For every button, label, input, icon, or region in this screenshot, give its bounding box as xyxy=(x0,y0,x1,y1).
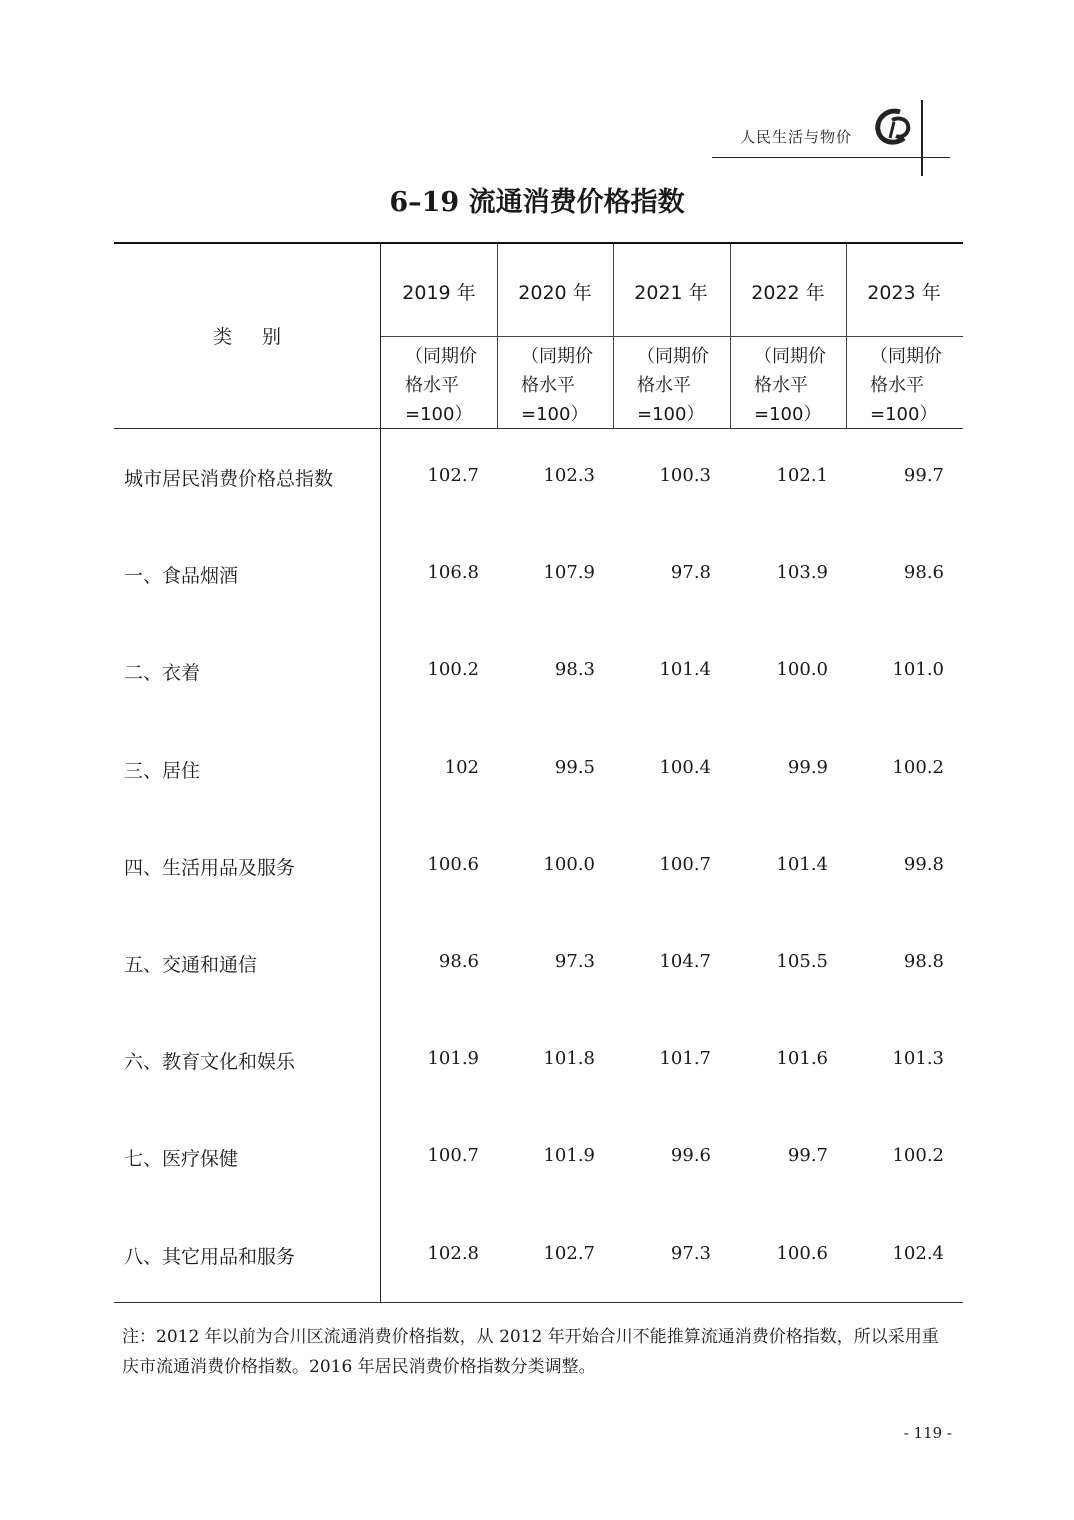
table-cell: 100.7 xyxy=(427,1145,479,1166)
table-cell: 100.2 xyxy=(892,1145,944,1166)
table-cell: 97.3 xyxy=(554,951,595,972)
table-cell: 107.9 xyxy=(543,562,595,583)
page-number: - 119 - xyxy=(903,1424,952,1442)
table-cell: 102 xyxy=(444,757,479,778)
table-top-rule xyxy=(114,242,963,244)
table-cell: 98.6 xyxy=(903,562,944,583)
table-cell: 100.0 xyxy=(776,659,828,680)
year-header-2020: 2020 年 xyxy=(518,282,592,304)
table-cell: 102.7 xyxy=(427,465,479,486)
header-vertical-rule xyxy=(921,100,923,176)
table-cell: 100.7 xyxy=(659,854,711,875)
table-cell: 103.9 xyxy=(776,562,828,583)
table-cell: 101.4 xyxy=(776,854,828,875)
base-note: （同期价 格水平 =100） xyxy=(637,346,709,425)
row-label: 三、居住 xyxy=(124,760,201,782)
table-cell: 100.6 xyxy=(427,854,479,875)
table-cell: 102.7 xyxy=(543,1243,595,1264)
page-title: 6–19 流通消费价格指数 xyxy=(389,187,685,218)
row-label: 四、生活用品及服务 xyxy=(124,857,296,879)
base-note: （同期价 格水平 =100） xyxy=(405,346,477,425)
table-cell: 97.8 xyxy=(670,562,711,583)
category-column-header: 类别 xyxy=(212,326,311,348)
table-cell: 98.3 xyxy=(554,659,595,680)
table-cell: 101.3 xyxy=(892,1048,944,1069)
table-cell: 101.4 xyxy=(659,659,711,680)
year-header-2023: 2023 年 xyxy=(867,282,941,304)
table-cell: 98.6 xyxy=(438,951,479,972)
table-cell: 101.8 xyxy=(543,1048,595,1069)
table-cell: 99.5 xyxy=(554,757,595,778)
base-note: （同期价 格水平 =100） xyxy=(754,346,826,425)
row-label: 一、食品烟酒 xyxy=(124,565,239,587)
table-cell: 104.7 xyxy=(659,951,711,972)
table-cell: 99.9 xyxy=(787,757,828,778)
row-label: 城市居民消费价格总指数 xyxy=(124,468,334,490)
table-cell: 101.6 xyxy=(776,1048,828,1069)
table-cell: 101.9 xyxy=(427,1048,479,1069)
table-cell: 102.1 xyxy=(776,465,828,486)
table-cell: 100.6 xyxy=(776,1243,828,1264)
table-cell: 106.8 xyxy=(427,562,479,583)
table-cell: 101.0 xyxy=(892,659,944,680)
table-subheader-rule xyxy=(381,336,963,337)
row-label: 五、交通和通信 xyxy=(124,954,258,976)
table-cell: 101.7 xyxy=(659,1048,711,1069)
year-header-2021: 2021 年 xyxy=(634,282,708,304)
table-cell: 100.2 xyxy=(427,659,479,680)
table-cell: 100.0 xyxy=(543,854,595,875)
table-cell: 100.3 xyxy=(659,465,711,486)
footnote: 注：2012 年以前为合川区流通消费价格指数，从 2012 年开始合川不能推算流通消费价格指数，所以采用重庆市流通消费价格指数。2016 年居民消费价格指数分类调整。 xyxy=(122,1327,939,1377)
year-header-2022: 2022 年 xyxy=(751,282,825,304)
table-cell: 102.4 xyxy=(892,1243,944,1264)
stylized-c-logo-icon xyxy=(870,104,916,150)
row-label: 七、医疗保健 xyxy=(124,1148,239,1170)
table-cell: 97.3 xyxy=(670,1243,711,1264)
base-note: （同期价 格水平 =100） xyxy=(870,346,942,425)
table-cell: 99.6 xyxy=(670,1145,711,1166)
table-cell: 101.9 xyxy=(543,1145,595,1166)
running-header xyxy=(712,96,952,178)
base-note: （同期价 格水平 =100） xyxy=(521,346,593,425)
table-bottom-rule xyxy=(114,1302,963,1303)
header-rule xyxy=(712,157,950,158)
row-label: 二、衣着 xyxy=(124,662,201,684)
table-cell: 98.8 xyxy=(903,951,944,972)
section-title: 人民生活与物价 xyxy=(740,128,853,146)
table-cell: 99.7 xyxy=(787,1145,828,1166)
table-cell: 99.8 xyxy=(903,854,944,875)
table-cell: 102.3 xyxy=(543,465,595,486)
table-cell: 99.7 xyxy=(903,465,944,486)
table-cell: 100.4 xyxy=(659,757,711,778)
table-cell: 100.2 xyxy=(892,757,944,778)
table-cell: 102.8 xyxy=(427,1243,479,1264)
row-label: 六、教育文化和娱乐 xyxy=(124,1051,296,1073)
table-cell: 105.5 xyxy=(776,951,828,972)
row-label: 八、其它用品和服务 xyxy=(124,1246,296,1268)
year-header-2019: 2019 年 xyxy=(402,282,476,304)
